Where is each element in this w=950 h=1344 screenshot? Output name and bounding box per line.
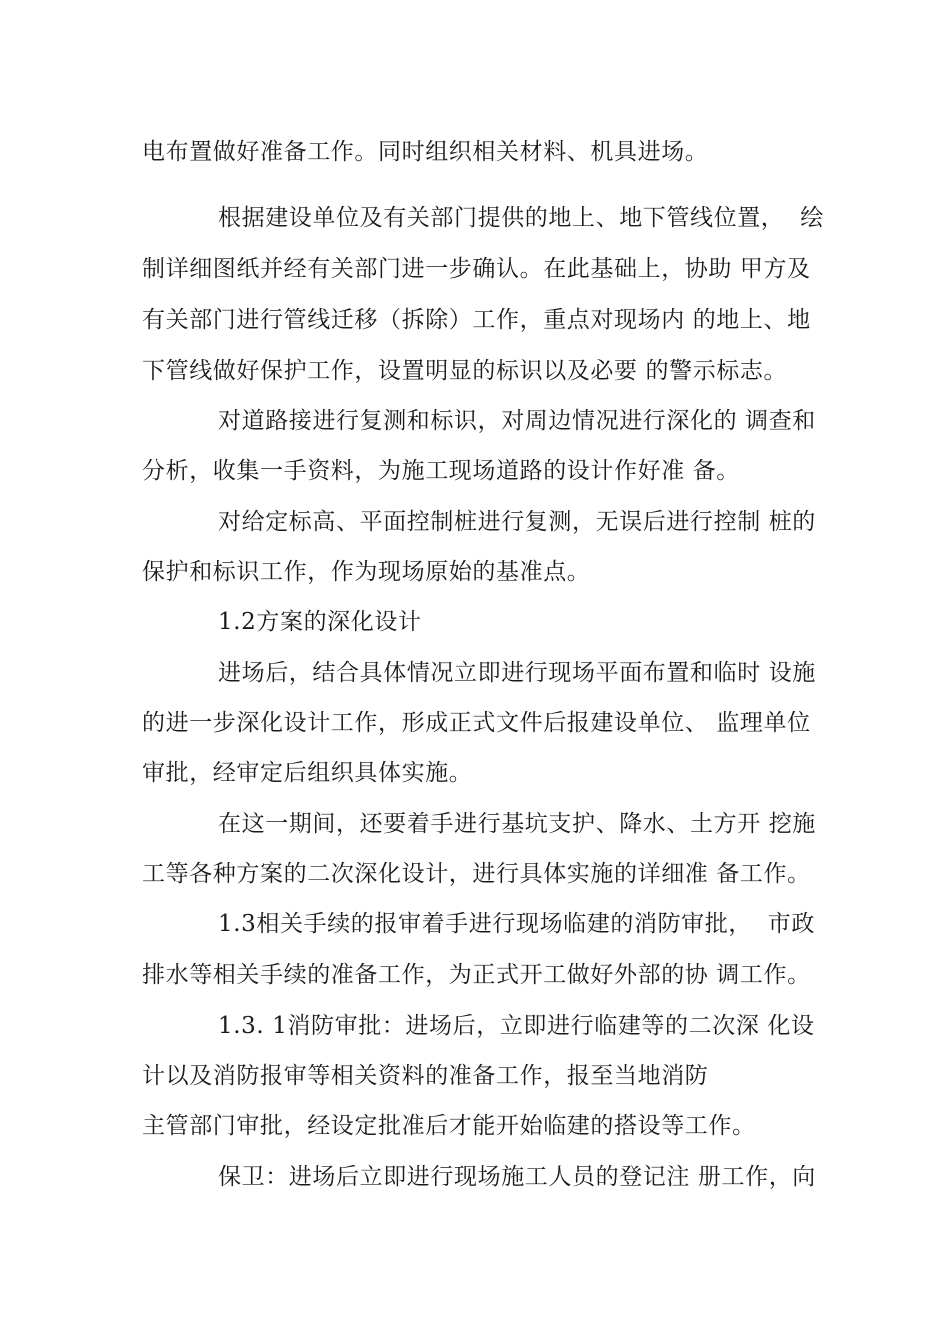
text-line: 对道路接进行复测和标识，对周边情况进行深化的 调查和: [218, 408, 816, 434]
text-line: 工等各种方案的二次深化设计，进行具体实施的详细准 备工作。: [142, 861, 811, 887]
text-line: 进场后，结合具体情况立即进行现场平面布置和临时 设施: [218, 660, 816, 686]
text-line: 主管部门审批，经设定批准后才能开始临建的搭设等工作。: [142, 1113, 756, 1139]
text-line: 根据建设单位及有关部门提供的地上、地下管线位置， 绘: [218, 205, 824, 231]
text-line: 下管线做好保护工作，设置明显的标识以及必要 的警示标志。: [142, 358, 788, 384]
text-line: 有关部门进行管线迁移（拆除）工作，重点对现场内 的地上、地: [142, 307, 811, 333]
text-line: 分析，收集一手资料，为施工现场道路的设计作好准 备。: [142, 458, 740, 484]
text-line: 审批，经审定后组织具体实施。: [142, 760, 473, 786]
text-line: 制详细图纸并经有关部门进一步确认。在此基础上，协助 甲方及: [142, 256, 811, 282]
text-line: 保卫：进场后立即进行现场施工人员的登记注 册工作，向: [218, 1164, 816, 1190]
section-heading: 1.3相关手续的报审着手进行现场临建的消防审批， 市政: [218, 911, 815, 937]
section-heading: 1.3. 1消防审批：进场后，立即进行临建等的二次深 化设: [218, 1013, 815, 1039]
text-line: 对给定标高、平面控制桩进行复测，无误后进行控制 桩的: [218, 509, 816, 535]
text-line: 电布置做好准备工作。同时组织相关材料、机具进场。: [142, 139, 709, 165]
text-line: 的进一步深化设计工作，形成正式文件后报建设单位、 监理单位: [142, 710, 811, 736]
text-line: 在这一期间，还要着手进行基坑支护、降水、土方开 挖施: [218, 811, 816, 837]
text-line: 排水等相关手续的准备工作，为正式开工做好外部的协 调工作。: [142, 962, 811, 988]
text-line: 计以及消防报审等相关资料的准备工作，报至当地消防: [142, 1063, 709, 1089]
section-heading: 1.2方案的深化设计: [218, 609, 422, 635]
text-line: 保护和标识工作，作为现场原始的基准点。: [142, 559, 591, 585]
